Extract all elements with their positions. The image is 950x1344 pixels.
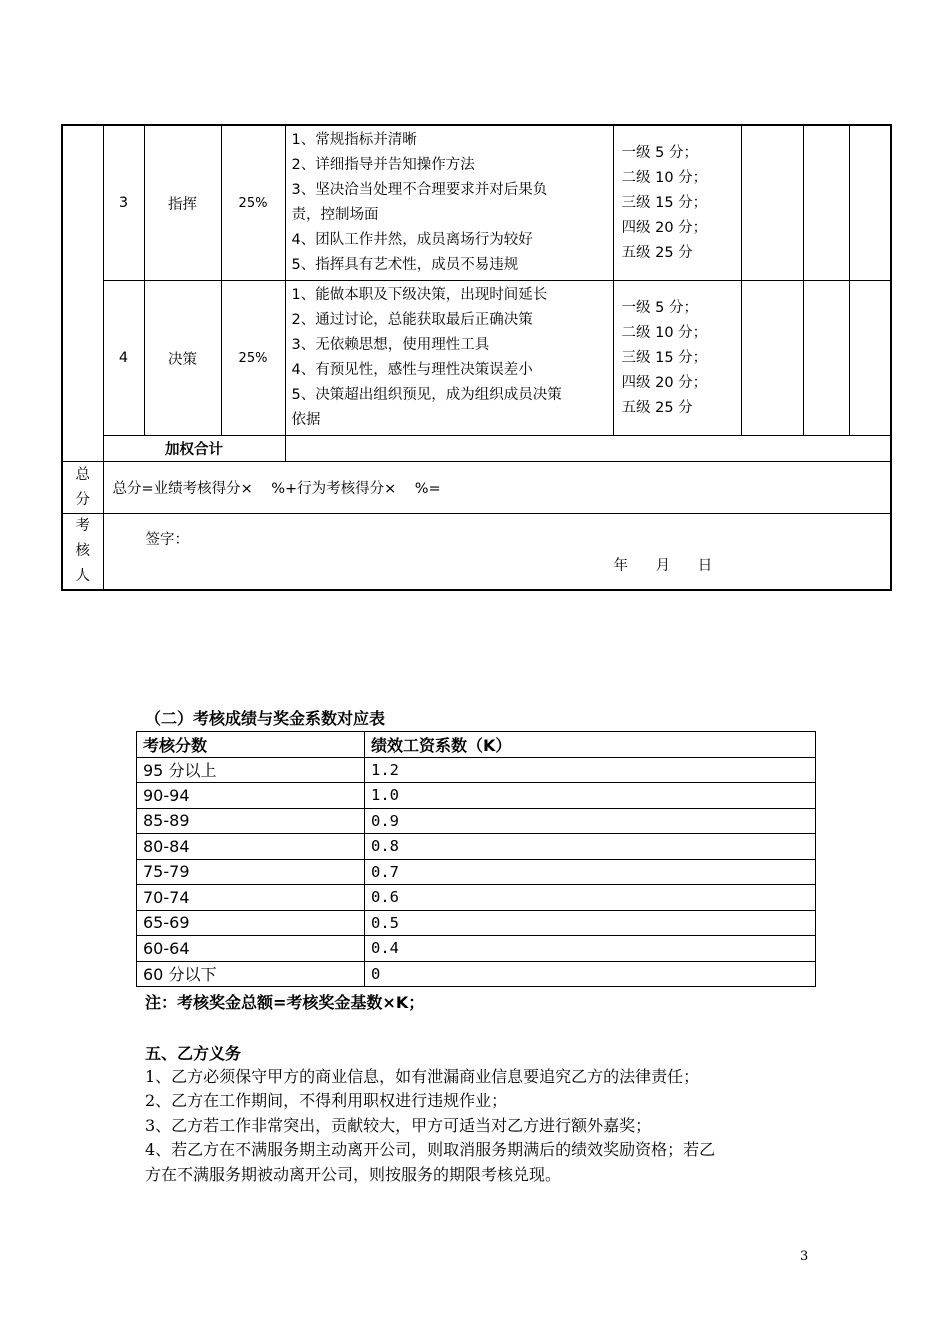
score-cell (849, 281, 891, 436)
coefficient-value: 1.2 (365, 757, 816, 783)
standard-line: 1、能做本职及下级决策，出现时间延长 (291, 287, 548, 303)
weight: 25% (221, 125, 285, 281)
level-line: 五级 25 分 (621, 244, 693, 261)
paragraph-line: 3、乙方若工作非常突出，贡献较大，甲方可适当对乙方进行额外嘉奖； (145, 1115, 652, 1135)
standard-line: 依据 (291, 412, 321, 428)
weighted-total-row (62, 436, 891, 462)
level-line: 三级 15 分； (621, 349, 708, 366)
score-cell (849, 125, 891, 281)
page-number: 3 (800, 1249, 809, 1264)
assessment-standards (285, 125, 613, 281)
coefficient-value: 0.7 (365, 859, 816, 885)
coefficient-value: 0.6 (365, 885, 816, 911)
column-header: 绩效工资系数（K） (365, 732, 816, 758)
score-range: 70-74 (137, 885, 365, 911)
level-line: 一级 5 分； (621, 299, 698, 316)
table-row (137, 961, 816, 987)
standard-line: 3、坚决洽当处理不合理要求并对后果负 (291, 182, 548, 198)
table-row (137, 936, 816, 962)
article-five-title: 五、乙方义务 (145, 1044, 242, 1063)
table-row (137, 910, 816, 936)
coefficient-section-title: （二）考核成绩与奖金系数对应表 (145, 709, 386, 728)
standard-line: 4、有预见性，感性与理性决策误差小 (291, 362, 533, 378)
total-score-row (62, 462, 891, 514)
article-five-body (145, 1065, 825, 1187)
assessment-item: 指挥 (144, 125, 221, 281)
score-range: 80-84 (137, 834, 365, 860)
table-row (62, 281, 891, 436)
coefficient-value: 0.4 (365, 936, 816, 962)
reviewer-label: 考 核 人 (62, 514, 103, 591)
standard-line: 5、决策超出组织预见，成为组织成员决策 (291, 387, 562, 403)
score-range: 95 分以上 (137, 757, 365, 783)
standard-line: 3、无依赖思想，使用理性工具 (291, 337, 490, 353)
reviewer-row (62, 514, 891, 591)
table-row (137, 885, 816, 911)
score-cell (803, 281, 849, 436)
standard-line: 4、团队工作井然，成员离场行为较好 (291, 232, 533, 248)
coefficient-table (136, 731, 816, 987)
assessment-item: 决策 (144, 281, 221, 436)
table-row (137, 808, 816, 834)
table-row (137, 757, 816, 783)
score-cell (741, 125, 803, 281)
level-line: 四级 20 分； (621, 374, 708, 391)
standard-line: 责，控制场面 (291, 207, 379, 223)
table-row (137, 783, 816, 809)
paragraph-line: 4、若乙方在不满服务期主动离开公司，则取消服务期满后的绩效奖励资格；若乙 (145, 1140, 716, 1160)
level-line: 一级 5 分； (621, 144, 698, 161)
score-cell (741, 281, 803, 436)
reviewer-signature-cell (103, 514, 891, 591)
paragraph-line: 2、乙方在工作期间，不得利用职权进行违规作业； (145, 1091, 508, 1111)
signature-label: 签字： (145, 532, 189, 548)
paragraph-line: 方在不满服务期被动离开公司，则按服务的期限考核兑现。 (145, 1164, 562, 1184)
score-range: 90-94 (137, 783, 365, 809)
score-range: 60 分以下 (137, 961, 365, 987)
score-range: 85-89 (137, 808, 365, 834)
date-label: 年 月 日 (613, 558, 713, 574)
table-row (137, 834, 816, 860)
level-line: 二级 10 分； (621, 169, 708, 186)
coefficient-note: 注：考核奖金总额=考核奖金基数×K； (145, 993, 425, 1012)
table-row (62, 125, 891, 281)
column-header: 考核分数 (137, 732, 365, 758)
level-line: 三级 15 分； (621, 194, 708, 211)
level-line: 二级 10 分； (621, 324, 708, 341)
coefficient-value: 1.0 (365, 783, 816, 809)
score-cell (803, 125, 849, 281)
weight: 25% (221, 281, 285, 436)
weighted-total-value (285, 436, 891, 462)
paragraph-line: 1、乙方必须保守甲方的商业信息，如有泄漏商业信息要追究乙方的法律责任； (145, 1067, 700, 1086)
level-line: 五级 25 分 (621, 399, 693, 416)
row-number: 3 (103, 125, 144, 281)
table-row (137, 859, 816, 885)
table-header-row (137, 732, 816, 758)
standard-line: 5、指挥具有艺术性，成员不易违规 (291, 257, 519, 273)
assessment-standards (285, 281, 613, 436)
coefficient-value: 0.9 (365, 808, 816, 834)
total-score-formula: 总分=业绩考核得分× %+行为考核得分× %= (103, 462, 891, 514)
score-levels (613, 125, 741, 281)
coefficient-value: 0.5 (365, 910, 816, 936)
left-margin-cell (62, 125, 103, 462)
score-levels (613, 281, 741, 436)
coefficient-value: 0 (365, 961, 816, 987)
score-range: 65-69 (137, 910, 365, 936)
standard-line: 2、详细指导并告知操作方法 (291, 157, 475, 173)
score-range: 75-79 (137, 859, 365, 885)
weighted-total-label: 加权合计 (103, 436, 285, 462)
row-number: 4 (103, 281, 144, 436)
total-score-label: 总 分 (62, 462, 103, 514)
level-line: 四级 20 分； (621, 219, 708, 236)
standard-line: 2、通过讨论，总能获取最后正确决策 (291, 312, 533, 328)
standard-line: 1、常规指标并清晰 (291, 132, 417, 148)
score-range: 60-64 (137, 936, 365, 962)
behavior-assessment-table (61, 124, 892, 591)
coefficient-value: 0.8 (365, 834, 816, 860)
